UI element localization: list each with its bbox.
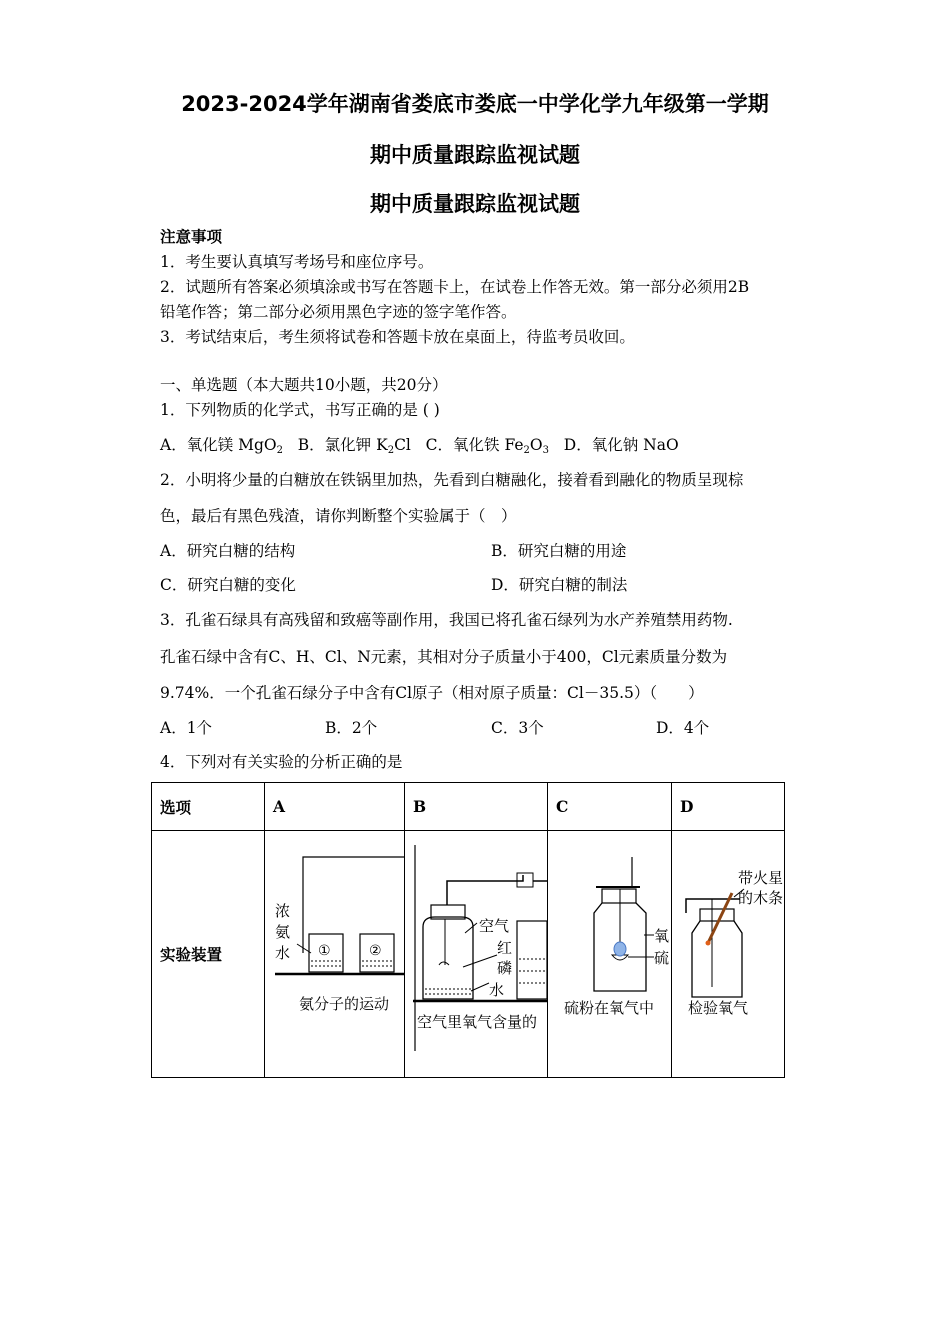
notice-item-1: 1．考生要认真填写考场号和座位序号。 [160, 253, 434, 271]
figure-b-water-label: 水 [489, 981, 505, 999]
q2-option-d: D．研究白糖的制法 [491, 576, 628, 594]
figure-d-cell [672, 831, 785, 1078]
figure-d-caption: 检验氧气 [688, 999, 749, 1017]
figure-b-red-label: 红 [497, 939, 513, 957]
question-2-stem: 2．小明将少量的白糖放在铁锅里加热，先看到白糖融化，接着看到融化的物质呈现棕 [160, 471, 744, 489]
experiment-table [151, 782, 785, 1078]
figure-d-splint-label-1: 带火星 [738, 869, 784, 887]
page-subtitle: 期中质量跟踪监视试题 [370, 143, 580, 167]
page-subtitle-repeat: 期中质量跟踪监视试题 [370, 192, 580, 216]
q3-option-c: C．3个 [491, 719, 544, 737]
figure-c-cell [548, 831, 672, 1078]
question-4-stem: 4．下列对有关实验的分析正确的是 [160, 753, 403, 771]
q2-option-c: C．研究白糖的变化 [160, 576, 296, 594]
figure-a-beaker-2-label: ② [369, 943, 382, 959]
figure-b-phosphorus-label: 磷 [497, 959, 513, 977]
q1-option-a: A．氧化镁 MgO$_2$ [160, 436, 283, 456]
figure-a-side-label: 浓氨水 [275, 902, 291, 962]
figure-a-apparatus [265, 831, 404, 1077]
question-3-stem-cont1: 孔雀石绿中含有C、H、Cl、N元素，其相对分子质量小于400，Cl元素质量分数为 [160, 648, 728, 666]
table-header-label: 选项 [152, 783, 265, 831]
figure-c-sulfur-label: 硫 [654, 949, 670, 967]
table-header-a: A [265, 783, 405, 831]
question-2-stem-cont: 色，最后有黑色残渣，请你判断整个实验属于（ ） [160, 507, 517, 525]
figure-b-caption: 空气里氧气含量的 [417, 1013, 538, 1031]
question-3-stem-cont2: 9.74%．一个孔雀石绿分子中含有Cl原子（相对原子质量：Cl－35.5）（ ） [160, 684, 704, 702]
q2-option-a: A．研究白糖的结构 [160, 542, 296, 560]
q3-option-b: B．2个 [325, 719, 378, 737]
figure-d-apparatus [672, 831, 784, 1077]
figure-c-caption: 硫粉在氧气中 [564, 999, 655, 1017]
table-header-b: B [405, 783, 548, 831]
q2-option-b: B．研究白糖的用途 [491, 542, 627, 560]
notice-item-2: 2．试题所有答案必须填涂或书写在答题卡上，在试卷上作答无效。第一部分必须用2B [160, 278, 750, 296]
figure-b-cell [405, 831, 548, 1078]
figure-c-oxygen-label: 氧 [654, 927, 670, 945]
table-row-label: 实验装置 [152, 831, 265, 1078]
table-header-d: D [672, 783, 785, 831]
notice-heading: 注意事项 [160, 227, 223, 246]
question-1-stem: 1．下列物质的化学式，书写正确的是 ( ) [160, 401, 440, 419]
section-heading: 一、单选题（本大题共10小题，共20分） [160, 376, 448, 394]
question-1-options [160, 435, 679, 461]
figure-d-splint-label-2: 的木条 [738, 889, 784, 907]
q1-option-c: C．氧化铁 $Fe_2O_3$ [425, 436, 550, 456]
q1-option-d: D．氧化钠 NaO [563, 436, 679, 454]
question-3-stem: 3．孔雀石绿具有高残留和致癌等副作用，我国已将孔雀石绿列为水产养殖禁用药物. [160, 611, 733, 629]
q3-option-d: D．4个 [656, 719, 710, 737]
notice-item-3: 3．考试结束后，考生须将试卷和答题卡放在桌面上，待监考员收回。 [160, 328, 635, 346]
figure-a-cell [265, 831, 405, 1078]
q1-option-b: B．氯化钾 $K_2Cl$ [297, 436, 411, 456]
figure-b-air-label: 空气 [479, 917, 510, 935]
table-header-c: C [548, 783, 672, 831]
figure-c-apparatus [548, 831, 671, 1077]
figure-a-caption: 氨分子的运动 [299, 995, 390, 1013]
figure-b-apparatus [405, 831, 547, 1077]
figure-a-beaker-1-label: ① [318, 943, 331, 959]
page-title: 2023-2024学年湖南省娄底市娄底一中学化学九年级第一学期 [181, 92, 769, 116]
q3-option-a: A．1个 [160, 719, 213, 737]
notice-item-2-cont: 铅笔作答；第二部分必须用黑色字迹的签字笔作答。 [160, 303, 517, 321]
